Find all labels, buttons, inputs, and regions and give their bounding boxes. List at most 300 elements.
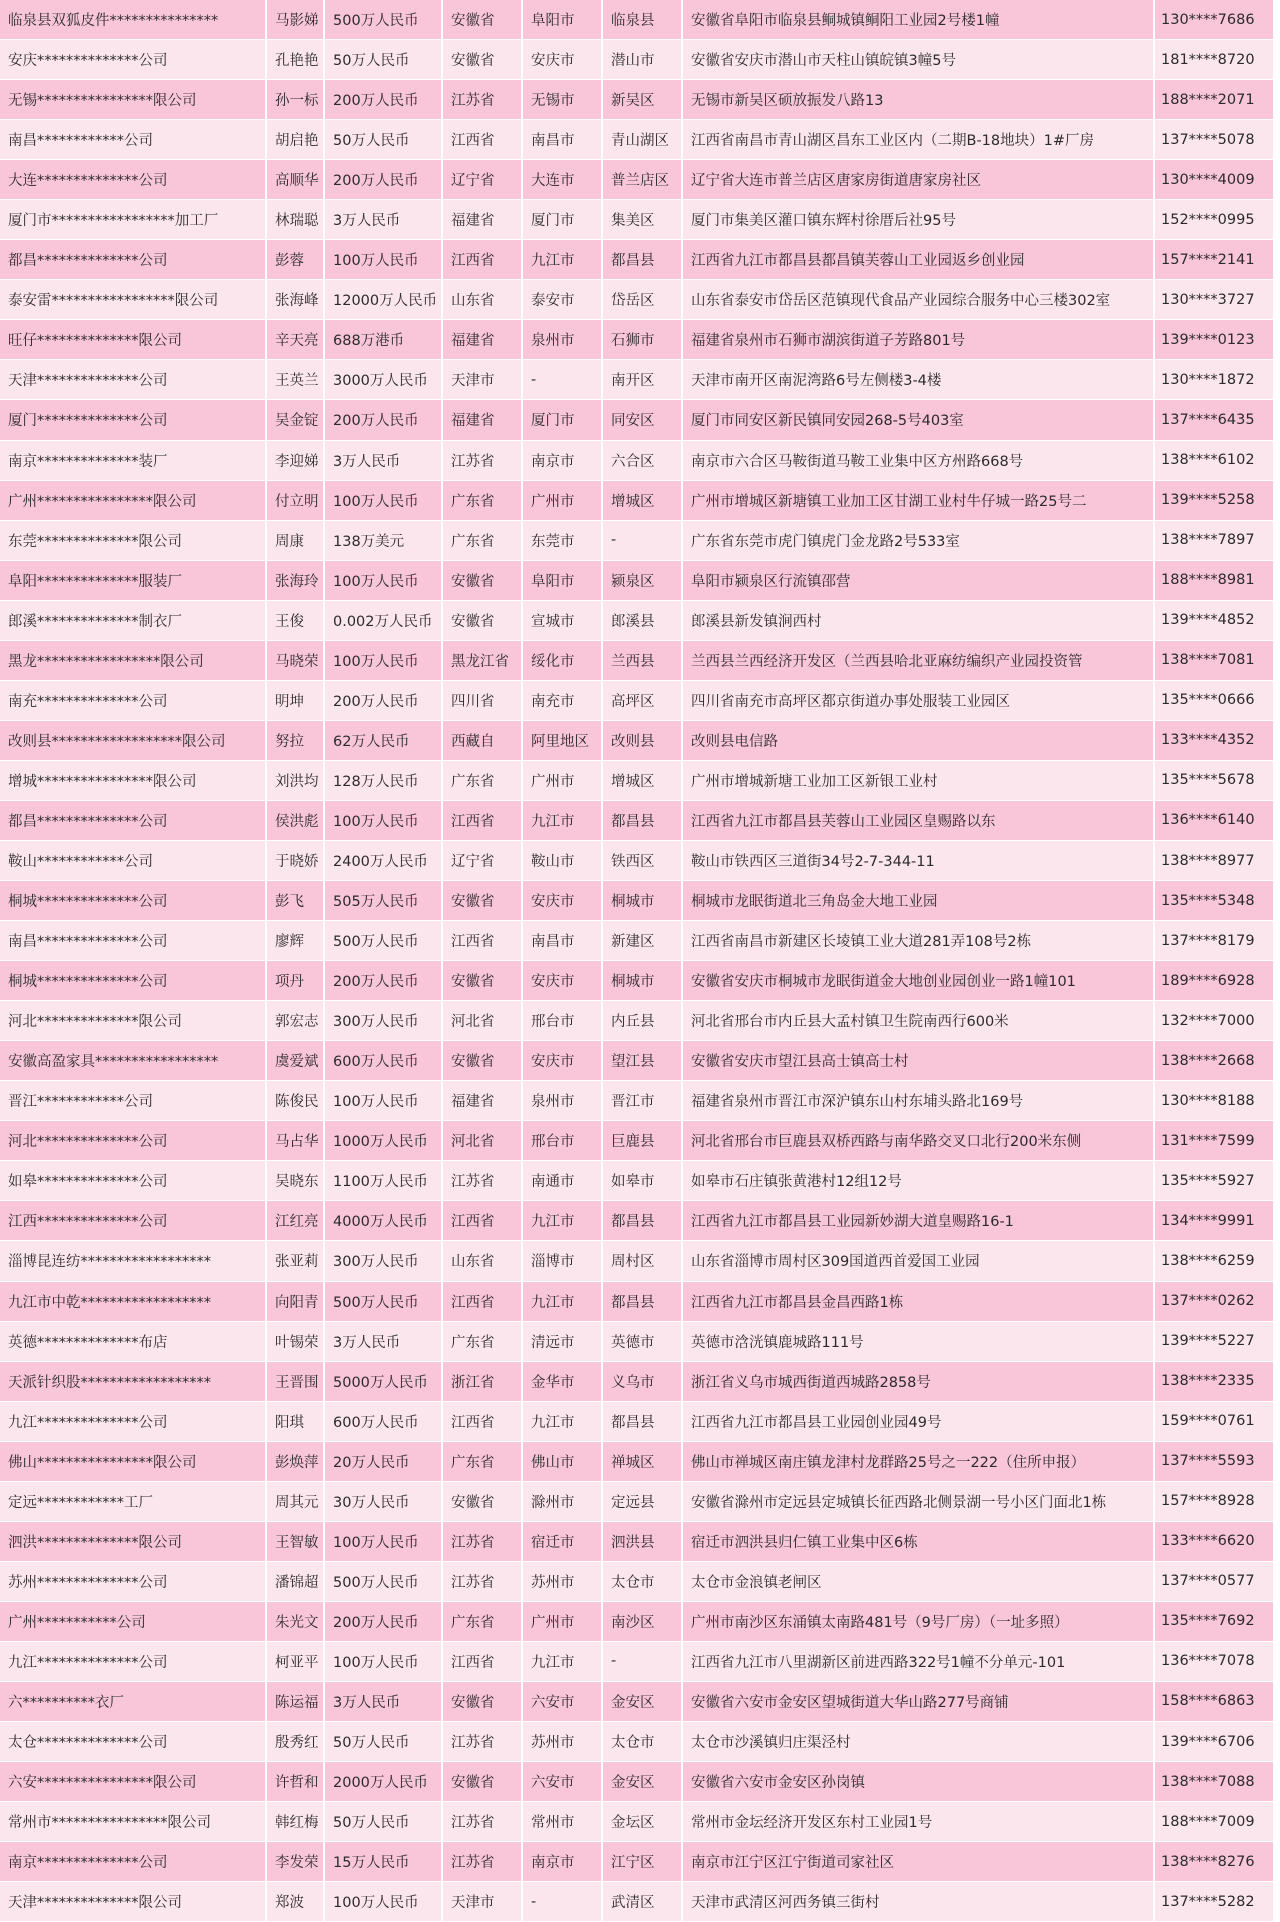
company-cell: 南昌************公司 xyxy=(0,120,266,160)
phone-cell: 181****8720 xyxy=(1154,40,1274,80)
city-cell: 厦门市 xyxy=(522,400,602,440)
address-cell: 江西省九江市都昌县工业园创业园49号 xyxy=(682,1401,1154,1441)
phone-cell: 130****8188 xyxy=(1154,1081,1274,1121)
person-cell: 陈运福 xyxy=(266,1681,324,1721)
phone-cell: 139****4852 xyxy=(1154,600,1274,640)
phone-cell: 136****6140 xyxy=(1154,800,1274,840)
capital-cell: 500万人民币 xyxy=(324,0,442,40)
capital-cell: 3000万人民币 xyxy=(324,360,442,400)
phone-cell: 130****4009 xyxy=(1154,160,1274,200)
company-cell: 晋江************公司 xyxy=(0,1081,266,1121)
capital-cell: 12000万人民币 xyxy=(324,280,442,320)
district-cell: 晋江市 xyxy=(602,1081,682,1121)
district-cell: 铁西区 xyxy=(602,840,682,880)
province-cell: 江苏省 xyxy=(442,1161,522,1201)
city-cell: 滁州市 xyxy=(522,1481,602,1521)
table-row xyxy=(0,480,1274,520)
province-cell: 福建省 xyxy=(442,200,522,240)
province-cell: 安徽省 xyxy=(442,40,522,80)
person-cell: 高顺华 xyxy=(266,160,324,200)
province-cell: 天津市 xyxy=(442,360,522,400)
table-row xyxy=(0,1521,1274,1561)
city-cell: 南昌市 xyxy=(522,921,602,961)
company-cell: 南京**************装厂 xyxy=(0,440,266,480)
province-cell: 安徽省 xyxy=(442,881,522,921)
capital-cell: 200万人民币 xyxy=(324,80,442,120)
capital-cell: 0.002万人民币 xyxy=(324,600,442,640)
company-cell: 桐城**************公司 xyxy=(0,881,266,921)
table-row xyxy=(0,280,1274,320)
province-cell: 广东省 xyxy=(442,760,522,800)
district-cell: 同安区 xyxy=(602,400,682,440)
city-cell: 佛山市 xyxy=(522,1441,602,1481)
person-cell: 吴金锭 xyxy=(266,400,324,440)
address-cell: 南京市六合区马鞍街道马鞍工业集中区方州路668号 xyxy=(682,440,1154,480)
district-cell: 新吴区 xyxy=(602,80,682,120)
district-cell: 定远县 xyxy=(602,1481,682,1521)
province-cell: 广东省 xyxy=(442,480,522,520)
table-row xyxy=(0,1481,1274,1521)
province-cell: 安徽省 xyxy=(442,600,522,640)
table-row xyxy=(0,0,1274,40)
province-cell: 安徽省 xyxy=(442,1041,522,1081)
person-cell: 虞爱斌 xyxy=(266,1041,324,1081)
address-cell: 江西省九江市都昌县芙蓉山工业园区皇赐路以东 xyxy=(682,800,1154,840)
city-cell: 南昌市 xyxy=(522,120,602,160)
district-cell: 都昌县 xyxy=(602,800,682,840)
capital-cell: 500万人民币 xyxy=(324,1281,442,1321)
phone-cell: 158****6863 xyxy=(1154,1681,1274,1721)
city-cell: 常州市 xyxy=(522,1802,602,1842)
capital-cell: 3万人民币 xyxy=(324,440,442,480)
address-cell: 广州市增城新塘工业加工区新银工业村 xyxy=(682,760,1154,800)
person-cell: 彭飞 xyxy=(266,881,324,921)
address-cell: 无锡市新吴区硕放振发八路13 xyxy=(682,80,1154,120)
company-cell: 黑龙*****************限公司 xyxy=(0,640,266,680)
table-row xyxy=(0,200,1274,240)
table-row xyxy=(0,440,1274,480)
phone-cell: 135****5348 xyxy=(1154,881,1274,921)
company-cell: 桐城**************公司 xyxy=(0,961,266,1001)
province-cell: 江苏省 xyxy=(442,1561,522,1601)
person-cell: 马晓荣 xyxy=(266,640,324,680)
district-cell: 金坛区 xyxy=(602,1802,682,1842)
address-cell: 广州市南沙区东涌镇太南路481号（9号厂房）（一址多照） xyxy=(682,1601,1154,1641)
city-cell: 宿迁市 xyxy=(522,1521,602,1561)
district-cell: 集美区 xyxy=(602,200,682,240)
address-cell: 常州市金坛经济开发区东村工业园1号 xyxy=(682,1802,1154,1842)
province-cell: 江西省 xyxy=(442,120,522,160)
city-cell: 南通市 xyxy=(522,1161,602,1201)
table-row xyxy=(0,160,1274,200)
province-cell: 江西省 xyxy=(442,1401,522,1441)
table-row xyxy=(0,1641,1274,1681)
address-cell: 阜阳市颍泉区行流镇邵营 xyxy=(682,560,1154,600)
company-cell: 厦门市*****************加工厂 xyxy=(0,200,266,240)
person-cell: 于晓娇 xyxy=(266,840,324,880)
province-cell: 福建省 xyxy=(442,320,522,360)
person-cell: 吴晓东 xyxy=(266,1161,324,1201)
city-cell: 清远市 xyxy=(522,1321,602,1361)
phone-cell: 135****5678 xyxy=(1154,760,1274,800)
capital-cell: 62万人民币 xyxy=(324,720,442,760)
capital-cell: 200万人民币 xyxy=(324,961,442,1001)
table-row xyxy=(0,1882,1274,1922)
table-row xyxy=(0,881,1274,921)
address-cell: 兰西县兰西经济开发区（兰西县哈北亚麻纺编织产业园投资管 xyxy=(682,640,1154,680)
phone-cell: 139****0123 xyxy=(1154,320,1274,360)
table-row xyxy=(0,961,1274,1001)
company-cell: 增城****************限公司 xyxy=(0,760,266,800)
address-cell: 安徽省阜阳市临泉县鲖城镇鲖阳工业园2号楼1幢 xyxy=(682,0,1154,40)
person-cell: 阳琪 xyxy=(266,1401,324,1441)
capital-cell: 100万人民币 xyxy=(324,560,442,600)
table-row xyxy=(0,680,1274,720)
province-cell: 山东省 xyxy=(442,1241,522,1281)
city-cell: 九江市 xyxy=(522,1281,602,1321)
address-cell: 如皋市石庄镇张黄港村12组12号 xyxy=(682,1161,1154,1201)
table-row xyxy=(0,640,1274,680)
city-cell: 九江市 xyxy=(522,1401,602,1441)
person-cell: 李发荣 xyxy=(266,1842,324,1882)
province-cell: 山东省 xyxy=(442,280,522,320)
province-cell: 广东省 xyxy=(442,1601,522,1641)
capital-cell: 200万人民币 xyxy=(324,1601,442,1641)
person-cell: 向阳青 xyxy=(266,1281,324,1321)
province-cell: 辽宁省 xyxy=(442,160,522,200)
province-cell: 黑龙江省 xyxy=(442,640,522,680)
table-row xyxy=(0,1802,1274,1842)
capital-cell: 5000万人民币 xyxy=(324,1361,442,1401)
address-cell: 南京市江宁区江宁街道司家社区 xyxy=(682,1842,1154,1882)
province-cell: 四川省 xyxy=(442,680,522,720)
province-cell: 江西省 xyxy=(442,240,522,280)
address-cell: 四川省南充市高坪区都京街道办事处服装工业园区 xyxy=(682,680,1154,720)
district-cell: 南沙区 xyxy=(602,1601,682,1641)
person-cell: 许哲和 xyxy=(266,1762,324,1802)
table-row xyxy=(0,1161,1274,1201)
company-cell: 安徽高盈家具***************** xyxy=(0,1041,266,1081)
table-row xyxy=(0,40,1274,80)
table-row xyxy=(0,760,1274,800)
company-cell: 河北**************限公司 xyxy=(0,1001,266,1041)
phone-cell: 132****7000 xyxy=(1154,1001,1274,1041)
province-cell: 江苏省 xyxy=(442,1842,522,1882)
address-cell: 太仓市沙溪镇归庄渠泾村 xyxy=(682,1722,1154,1762)
district-cell: 临泉县 xyxy=(602,0,682,40)
address-cell: 河北省邢台市巨鹿县双桥西路与南华路交叉口北行200米东侧 xyxy=(682,1121,1154,1161)
province-cell: 江西省 xyxy=(442,800,522,840)
address-cell: 江西省南昌市新建区长堎镇工业大道281弄108号2栋 xyxy=(682,921,1154,961)
address-cell: 江西省南昌市青山湖区昌东工业区内（二期B-18地块）1#厂房 xyxy=(682,120,1154,160)
table-row xyxy=(0,320,1274,360)
city-cell: 六安市 xyxy=(522,1762,602,1802)
capital-cell: 100万人民币 xyxy=(324,240,442,280)
phone-cell: 152****0995 xyxy=(1154,200,1274,240)
province-cell: 江苏省 xyxy=(442,1722,522,1762)
city-cell: 阿里地区 xyxy=(522,720,602,760)
company-cell: 鞍山************公司 xyxy=(0,840,266,880)
city-cell: 金华市 xyxy=(522,1361,602,1401)
district-cell: 武清区 xyxy=(602,1882,682,1922)
province-cell: 江西省 xyxy=(442,1641,522,1681)
person-cell: 叶锡荣 xyxy=(266,1321,324,1361)
district-cell: 太仓市 xyxy=(602,1722,682,1762)
phone-cell: 139****5258 xyxy=(1154,480,1274,520)
capital-cell: 100万人民币 xyxy=(324,480,442,520)
province-cell: 河北省 xyxy=(442,1121,522,1161)
person-cell: 努拉 xyxy=(266,720,324,760)
province-cell: 江苏省 xyxy=(442,1521,522,1561)
city-cell: - xyxy=(522,1882,602,1922)
district-cell: 六合区 xyxy=(602,440,682,480)
person-cell: 殷秀红 xyxy=(266,1722,324,1762)
person-cell: 侯洪彪 xyxy=(266,800,324,840)
capital-cell: 200万人民币 xyxy=(324,400,442,440)
capital-cell: 138万美元 xyxy=(324,520,442,560)
company-cell: 天派针织股****************** xyxy=(0,1361,266,1401)
province-cell: 广东省 xyxy=(442,520,522,560)
city-cell: 厦门市 xyxy=(522,200,602,240)
company-cell: 天津**************公司 xyxy=(0,360,266,400)
phone-cell: 133****6620 xyxy=(1154,1521,1274,1561)
province-cell: 江苏省 xyxy=(442,440,522,480)
capital-cell: 3万人民币 xyxy=(324,1681,442,1721)
person-cell: 张海峰 xyxy=(266,280,324,320)
district-cell: 兰西县 xyxy=(602,640,682,680)
district-cell: 禅城区 xyxy=(602,1441,682,1481)
address-cell: 厦门市同安区新民镇同安园268-5号403室 xyxy=(682,400,1154,440)
person-cell: 林瑞聪 xyxy=(266,200,324,240)
table-row xyxy=(0,1281,1274,1321)
company-cell: 九江市中乾****************** xyxy=(0,1281,266,1321)
province-cell: 天津市 xyxy=(442,1882,522,1922)
city-cell: 绥化市 xyxy=(522,640,602,680)
person-cell: 刘洪均 xyxy=(266,760,324,800)
capital-cell: 4000万人民币 xyxy=(324,1201,442,1241)
company-cell: 太仓**************公司 xyxy=(0,1722,266,1762)
capital-cell: 300万人民币 xyxy=(324,1001,442,1041)
province-cell: 安徽省 xyxy=(442,560,522,600)
capital-cell: 200万人民币 xyxy=(324,160,442,200)
address-cell: 江西省九江市都昌县工业园新妙湖大道皇赐路16-1 xyxy=(682,1201,1154,1241)
province-cell: 福建省 xyxy=(442,1081,522,1121)
district-cell: 泗洪县 xyxy=(602,1521,682,1561)
person-cell: 韩红梅 xyxy=(266,1802,324,1842)
city-cell: 阜阳市 xyxy=(522,560,602,600)
person-cell: 郑波 xyxy=(266,1882,324,1922)
address-cell: 广州市增城区新塘镇工业加工区甘湖工业村牛仔城一路25号二 xyxy=(682,480,1154,520)
phone-cell: 139****5227 xyxy=(1154,1321,1274,1361)
city-cell: 淄博市 xyxy=(522,1241,602,1281)
phone-cell: 130****1872 xyxy=(1154,360,1274,400)
capital-cell: 50万人民币 xyxy=(324,1722,442,1762)
table-row xyxy=(0,1321,1274,1361)
person-cell: 王智敏 xyxy=(266,1521,324,1561)
city-cell: 宣城市 xyxy=(522,600,602,640)
table-row xyxy=(0,1081,1274,1121)
capital-cell: 30万人民币 xyxy=(324,1481,442,1521)
company-cell: 厦门**************公司 xyxy=(0,400,266,440)
table-row xyxy=(0,921,1274,961)
address-cell: 改则县电信路 xyxy=(682,720,1154,760)
capital-cell: 15万人民币 xyxy=(324,1842,442,1882)
address-cell: 安徽省六安市金安区望城街道大华山路277号商铺 xyxy=(682,1681,1154,1721)
capital-cell: 50万人民币 xyxy=(324,120,442,160)
company-cell: 九江**************公司 xyxy=(0,1641,266,1681)
company-cell: 南昌**************公司 xyxy=(0,921,266,961)
district-cell: 潜山市 xyxy=(602,40,682,80)
company-cell: 江西**************公司 xyxy=(0,1201,266,1241)
person-cell: 王晋围 xyxy=(266,1361,324,1401)
company-cell: 如皋**************公司 xyxy=(0,1161,266,1201)
phone-cell: 157****8928 xyxy=(1154,1481,1274,1521)
capital-cell: 500万人民币 xyxy=(324,1561,442,1601)
company-cell: 九江**************公司 xyxy=(0,1401,266,1441)
phone-cell: 138****7897 xyxy=(1154,520,1274,560)
person-cell: 付立明 xyxy=(266,480,324,520)
address-cell: 广东省东莞市虎门镇虎门金龙路2号533室 xyxy=(682,520,1154,560)
phone-cell: 138****2335 xyxy=(1154,1361,1274,1401)
capital-cell: 100万人民币 xyxy=(324,1081,442,1121)
phone-cell: 133****4352 xyxy=(1154,720,1274,760)
address-cell: 宿迁市泗洪县归仁镇工业集中区6栋 xyxy=(682,1521,1154,1561)
table-row xyxy=(0,400,1274,440)
phone-cell: 130****7686 xyxy=(1154,0,1274,40)
phone-cell: 189****6928 xyxy=(1154,961,1274,1001)
company-cell: 佛山****************限公司 xyxy=(0,1441,266,1481)
province-cell: 广东省 xyxy=(442,1441,522,1481)
district-cell: 望江县 xyxy=(602,1041,682,1081)
province-cell: 安徽省 xyxy=(442,961,522,1001)
phone-cell: 137****6435 xyxy=(1154,400,1274,440)
city-cell: 安庆市 xyxy=(522,40,602,80)
address-cell: 桐城市龙眠街道北三角岛金大地工业园 xyxy=(682,881,1154,921)
city-cell: 南京市 xyxy=(522,1842,602,1882)
address-cell: 安徽省六安市金安区孙岗镇 xyxy=(682,1762,1154,1802)
person-cell: 马占华 xyxy=(266,1121,324,1161)
phone-cell: 137****5593 xyxy=(1154,1441,1274,1481)
district-cell: 新建区 xyxy=(602,921,682,961)
table-row xyxy=(0,600,1274,640)
city-cell: 苏州市 xyxy=(522,1722,602,1762)
person-cell: 廖辉 xyxy=(266,921,324,961)
district-cell: 英德市 xyxy=(602,1321,682,1361)
province-cell: 浙江省 xyxy=(442,1361,522,1401)
address-cell: 安徽省安庆市桐城市龙眠街道金大地创业园创业一路1幢101 xyxy=(682,961,1154,1001)
address-cell: 浙江省义乌市城西街道西城路2858号 xyxy=(682,1361,1154,1401)
table-row xyxy=(0,720,1274,760)
phone-cell: 137****5282 xyxy=(1154,1882,1274,1922)
province-cell: 江西省 xyxy=(442,921,522,961)
city-cell: 安庆市 xyxy=(522,1041,602,1081)
district-cell: 郎溪县 xyxy=(602,600,682,640)
phone-cell: 134****9991 xyxy=(1154,1201,1274,1241)
phone-cell: 137****5078 xyxy=(1154,120,1274,160)
person-cell: 柯亚平 xyxy=(266,1641,324,1681)
capital-cell: 50万人民币 xyxy=(324,40,442,80)
person-cell: 周康 xyxy=(266,520,324,560)
company-cell: 广州****************限公司 xyxy=(0,480,266,520)
address-cell: 山东省淄博市周村区309国道西首爱国工业园 xyxy=(682,1241,1154,1281)
company-cell: 都昌**************公司 xyxy=(0,240,266,280)
company-cell: 泗洪**************限公司 xyxy=(0,1521,266,1561)
company-cell: 定远************工厂 xyxy=(0,1481,266,1521)
address-cell: 天津市南开区南泥湾路6号左侧楼3-4楼 xyxy=(682,360,1154,400)
address-cell: 江西省九江市八里湖新区前进西路322号1幢不分单元-101 xyxy=(682,1641,1154,1681)
district-cell: 高坪区 xyxy=(602,680,682,720)
table-row xyxy=(0,1001,1274,1041)
table-row xyxy=(0,1842,1274,1882)
capital-cell: 20万人民币 xyxy=(324,1441,442,1481)
person-cell: 彭焕萍 xyxy=(266,1441,324,1481)
capital-cell: 3万人民币 xyxy=(324,1321,442,1361)
phone-cell: 188****8981 xyxy=(1154,560,1274,600)
company-cell: 南充**************公司 xyxy=(0,680,266,720)
district-cell: 岱岳区 xyxy=(602,280,682,320)
company-cell: 郎溪**************制衣厂 xyxy=(0,600,266,640)
address-cell: 厦门市集美区灌口镇东辉村徐厝后社95号 xyxy=(682,200,1154,240)
company-cell: 淄博昆连纺****************** xyxy=(0,1241,266,1281)
table-row xyxy=(0,120,1274,160)
district-cell: 如皋市 xyxy=(602,1161,682,1201)
company-cell: 天津**************限公司 xyxy=(0,1882,266,1922)
person-cell: 江红亮 xyxy=(266,1201,324,1241)
province-cell: 安徽省 xyxy=(442,1681,522,1721)
person-cell: 孙一标 xyxy=(266,80,324,120)
table-row xyxy=(0,1722,1274,1762)
person-cell: 王俊 xyxy=(266,600,324,640)
person-cell: 马影娣 xyxy=(266,0,324,40)
city-cell: 大连市 xyxy=(522,160,602,200)
phone-cell: 130****3727 xyxy=(1154,280,1274,320)
city-cell: 阜阳市 xyxy=(522,0,602,40)
person-cell: 辛天亮 xyxy=(266,320,324,360)
city-cell: 九江市 xyxy=(522,1641,602,1681)
province-cell: 江西省 xyxy=(442,1201,522,1241)
city-cell: - xyxy=(522,360,602,400)
person-cell: 彭蓉 xyxy=(266,240,324,280)
city-cell: 苏州市 xyxy=(522,1561,602,1601)
company-cell: 河北**************公司 xyxy=(0,1121,266,1161)
table-row xyxy=(0,80,1274,120)
company-cell: 阜阳**************服装厂 xyxy=(0,560,266,600)
city-cell: 广州市 xyxy=(522,1601,602,1641)
table-row xyxy=(0,1681,1274,1721)
city-cell: 九江市 xyxy=(522,1201,602,1241)
district-cell: 义乌市 xyxy=(602,1361,682,1401)
address-cell: 英德市浛洸镇鹿城路111号 xyxy=(682,1321,1154,1361)
person-cell: 朱光文 xyxy=(266,1601,324,1641)
capital-cell: 1100万人民币 xyxy=(324,1161,442,1201)
district-cell: 都昌县 xyxy=(602,240,682,280)
person-cell: 周其元 xyxy=(266,1481,324,1521)
capital-cell: 2000万人民币 xyxy=(324,1762,442,1802)
address-cell: 江西省九江市都昌县都昌镇芙蓉山工业园返乡创业园 xyxy=(682,240,1154,280)
district-cell: 金安区 xyxy=(602,1681,682,1721)
city-cell: 九江市 xyxy=(522,240,602,280)
city-cell: 南京市 xyxy=(522,440,602,480)
table-row xyxy=(0,1041,1274,1081)
table-row xyxy=(0,1561,1274,1601)
province-cell: 安徽省 xyxy=(442,1762,522,1802)
district-cell: 桐城市 xyxy=(602,961,682,1001)
district-cell: 普兰店区 xyxy=(602,160,682,200)
table-row xyxy=(0,1441,1274,1481)
district-cell: 增城区 xyxy=(602,480,682,520)
phone-cell: 188****7009 xyxy=(1154,1802,1274,1842)
city-cell: 广州市 xyxy=(522,480,602,520)
